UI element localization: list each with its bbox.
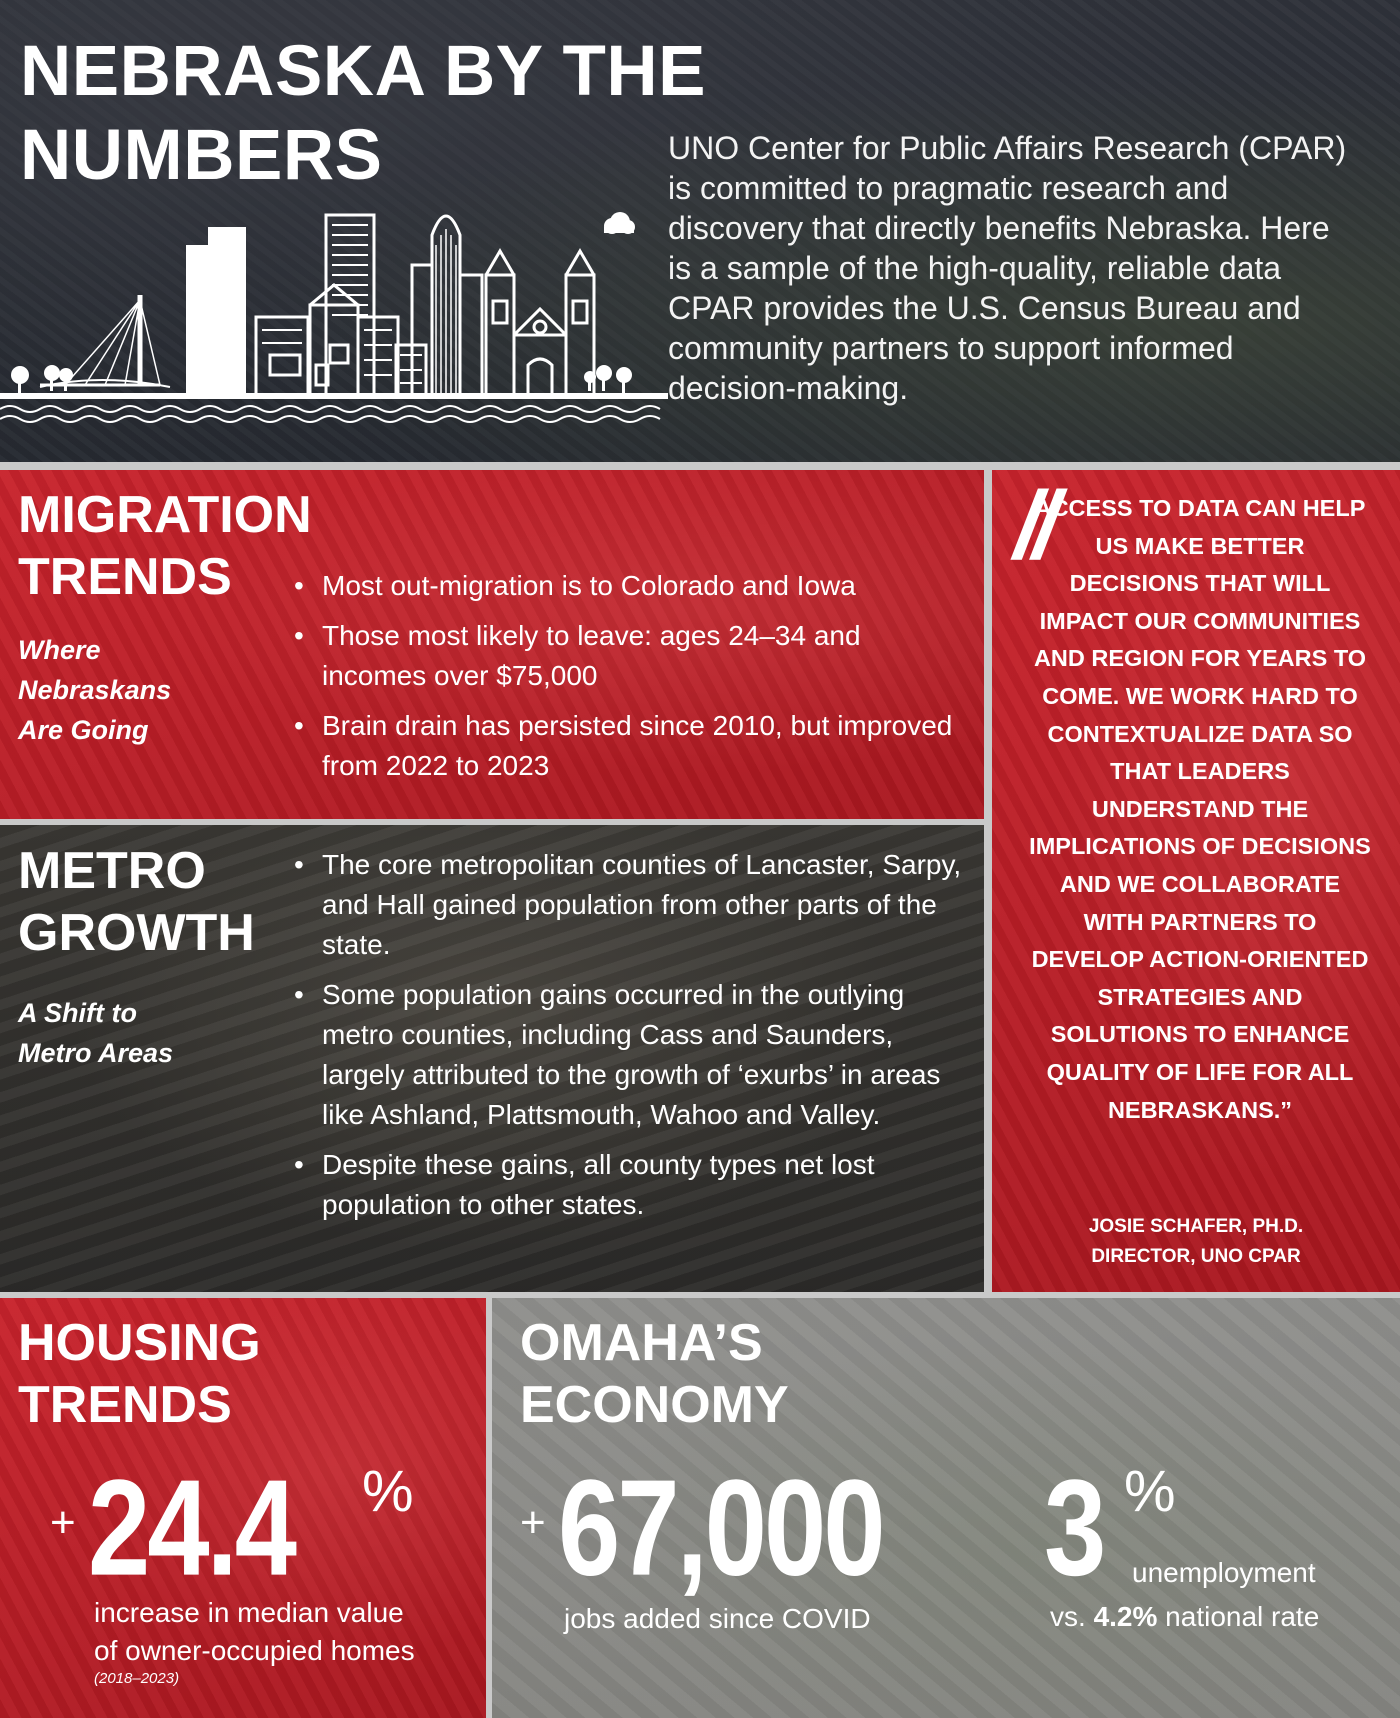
housing-stat-percent: % bbox=[362, 1459, 414, 1524]
omaha-economy-section bbox=[492, 1298, 1400, 1718]
unemployment-label: unemployment bbox=[1132, 1557, 1316, 1588]
jobs-stat-value: 67,000 bbox=[558, 1451, 883, 1604]
housing-stat-value: 24.4 bbox=[88, 1451, 294, 1604]
list-item: • Despite these gains, all county types net lost population to other states. bbox=[292, 1145, 972, 1225]
page-title-line1: NEBRASKA BY THE bbox=[20, 32, 707, 111]
hero-section bbox=[0, 0, 1400, 462]
divider-hero bbox=[0, 462, 1400, 470]
quote-text: ACCESS TO DATA CAN HELP US MAKE BETTER DECISIONS THAT WILL IMPACT OUR COMMUNITIES AND REGION FOR YEARS TO COME. WE WORK HARD TO CONTEXTUALIZE DATA SO THAT LEADERS UNDERSTAND THE IMPLICATIONS OF DECISIONS AND WE COLLABORATE WITH PARTNERS TO DEVELOP ACTION-ORIENTED STRATEGIES AND SOLUTIONS TO ENHANCE QUALITY OF LIFE FOR ALL NEBRASKANS.” bbox=[1029, 495, 1371, 1123]
metro-title-line2: GROWTH bbox=[18, 904, 255, 962]
list-item: • The core metropolitan counties of Lancaster, Sarpy, and Hall gained population from other parts of the state. bbox=[292, 845, 972, 965]
housing-stat-description bbox=[94, 1594, 415, 1670]
divider-quote bbox=[984, 470, 992, 1292]
housing-trends-section bbox=[0, 1298, 486, 1718]
housing-desc-line1: increase in median value bbox=[94, 1597, 404, 1628]
metro-title-line1: METRO bbox=[18, 842, 206, 900]
migration-title bbox=[18, 484, 312, 608]
migration-subtitle-line2: Nebraskans bbox=[18, 675, 172, 705]
omaha-skyline-illustration bbox=[0, 205, 668, 462]
migration-title-line1: MIGRATION bbox=[18, 486, 312, 544]
migration-bullet-list bbox=[292, 566, 972, 796]
migration-subtitle bbox=[18, 630, 171, 750]
economy-title bbox=[520, 1312, 789, 1436]
national-rate-prefix: vs. bbox=[1050, 1601, 1086, 1632]
economy-title-line2: ECONOMY bbox=[520, 1376, 789, 1434]
jobs-plus-sign: + bbox=[520, 1498, 546, 1547]
metro-subtitle-line2: Metro Areas bbox=[18, 1038, 174, 1068]
list-item: • Most out-migration is to Colorado and Iowa bbox=[292, 566, 972, 606]
migration-subtitle-line3: Are Going bbox=[18, 715, 149, 745]
director-quote-section bbox=[992, 470, 1400, 1292]
hero-description: UNO Center for Public Affairs Research (CPAR) is committed to pragmatic research and discovery that directly benefits Nebraska. Here is a sample of the high-quality, reliable data CPAR provides the U.S. Census Bureau and community partners to support informed decision-making. bbox=[668, 130, 1347, 406]
migration-trends-section bbox=[0, 470, 984, 819]
migration-title-line2: TRENDS bbox=[18, 548, 232, 606]
unemployment-stat-value: 3 bbox=[1044, 1451, 1104, 1604]
list-item: • Brain drain has persisted since 2010, but improved from 2022 to 2023 bbox=[292, 706, 972, 786]
page-title bbox=[20, 30, 780, 198]
quote-author-title: DIRECTOR, UNO CPAR bbox=[1091, 1246, 1301, 1267]
national-rate-comparison bbox=[1050, 1598, 1319, 1636]
housing-plus-sign: + bbox=[50, 1498, 76, 1547]
national-rate-suffix: national rate bbox=[1165, 1601, 1320, 1632]
housing-title bbox=[18, 1312, 261, 1436]
metro-title bbox=[18, 840, 255, 964]
list-item: • Some population gains occurred in the outlying metro counties, including Cass and Saunders, largely attributed to the growth of ‘exurbs’ in areas like Ashland, Plattsmouth, Wahoo and Valley. bbox=[292, 975, 972, 1135]
national-rate-value: 4.2% bbox=[1093, 1601, 1158, 1632]
housing-title-line2: TRENDS bbox=[18, 1376, 232, 1434]
economy-title-line1: OMAHA’S bbox=[520, 1314, 763, 1372]
metro-bullet-list bbox=[292, 845, 972, 1235]
metro-growth-section bbox=[0, 825, 984, 1292]
metro-subtitle bbox=[18, 993, 173, 1073]
list-item: • Those most likely to leave: ages 24–34 and incomes over $75,000 bbox=[292, 616, 972, 696]
unemployment-stat-percent: % bbox=[1124, 1459, 1176, 1524]
housing-title-line1: HOUSING bbox=[18, 1314, 261, 1372]
quote-author bbox=[992, 1212, 1400, 1272]
metro-subtitle-line1: A Shift to bbox=[18, 998, 137, 1028]
jobs-stat-description: jobs added since COVID bbox=[564, 1603, 871, 1634]
housing-desc-line2: of owner-occupied homes bbox=[94, 1635, 415, 1666]
housing-stat-period: (2018–2023) bbox=[94, 1670, 180, 1687]
migration-subtitle-line1: Where bbox=[18, 635, 101, 665]
quote-mark-icon: // bbox=[1014, 472, 1052, 579]
quote-author-name: JOSIE SCHAFER, PH.D. bbox=[1088, 1216, 1304, 1237]
page-title-line2: NUMBERS bbox=[20, 116, 383, 195]
